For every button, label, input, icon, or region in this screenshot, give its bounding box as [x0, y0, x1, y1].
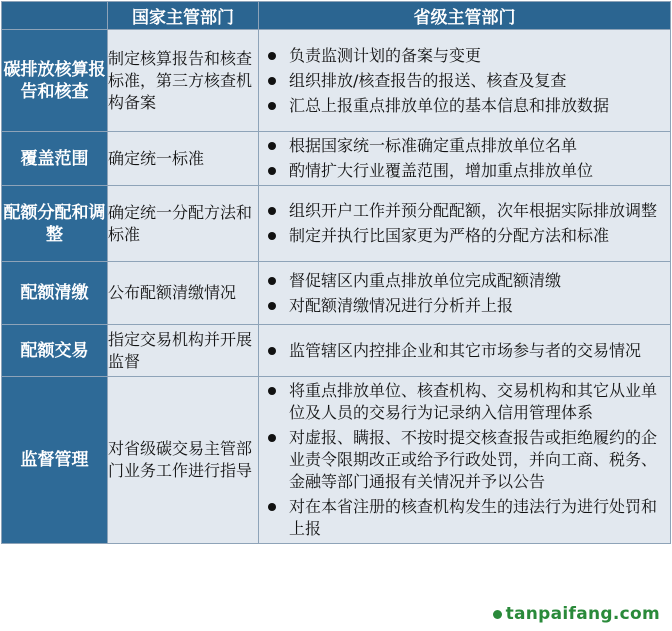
row-category: 配额交易 — [2, 325, 108, 377]
bullet-icon — [268, 77, 276, 85]
duty-list — [259, 380, 670, 540]
row-provincial-duties — [259, 30, 671, 132]
bullet-icon — [268, 52, 276, 60]
table-row — [2, 325, 671, 377]
row-provincial-duties — [259, 262, 671, 325]
list-item — [259, 295, 670, 317]
list-item-text: 酌情扩大行业覆盖范围，增加重点排放单位 — [289, 161, 594, 180]
duty-list — [259, 45, 670, 117]
bullet-icon — [268, 387, 276, 395]
list-item — [259, 200, 670, 222]
list-item-text: 制定并执行比国家更为严格的分配方法和标准 — [289, 226, 610, 245]
list-item-text: 汇总上报重点排放单位的基本信息和排放数据 — [289, 95, 610, 115]
site-watermark — [489, 603, 664, 625]
list-item — [259, 270, 670, 292]
bullet-icon — [268, 277, 276, 285]
header-category — [2, 2, 108, 30]
list-item-text: 对在本省注册的核查机构发生的违法行为进行处罚和上报 — [289, 497, 658, 538]
watermark-logo-icon — [493, 610, 502, 619]
list-item — [259, 45, 670, 67]
list-item — [259, 70, 670, 92]
header-provincial: 省级主管部门 — [259, 2, 671, 30]
table-row — [2, 186, 671, 262]
list-item-text: 对配额清缴情况进行分析并上报 — [289, 295, 514, 315]
row-national-duty: 确定统一标准 — [108, 132, 259, 186]
table-row — [2, 132, 671, 186]
list-item-text: 将重点排放单位、核查机构、交易机构和其它从业单位及人员的交易行为记录纳入信用管理体系 — [289, 381, 658, 422]
row-category: 配额分配和调整 — [2, 186, 108, 262]
responsibility-table — [1, 1, 671, 544]
bullet-icon — [268, 167, 276, 175]
table-row — [2, 377, 671, 544]
row-category: 监督管理 — [2, 377, 108, 544]
list-item-text: 监管辖区内控排企业和其它市场参与者的交易情况 — [289, 340, 642, 360]
watermark-text: tanpaifang.com — [505, 604, 660, 624]
list-item — [259, 496, 670, 540]
duty-list — [259, 135, 670, 182]
list-item-text: 组织排放/核查报告的报送、核查及复查 — [289, 70, 567, 90]
list-item — [259, 160, 670, 182]
table-row — [2, 262, 671, 325]
row-category: 覆盖范围 — [2, 132, 108, 186]
duty-list — [259, 270, 670, 317]
duty-list — [259, 340, 670, 362]
row-category: 碳排放核算报告和核查 — [2, 30, 108, 132]
bullet-icon — [268, 503, 276, 511]
bullet-icon — [268, 102, 276, 110]
row-provincial-duties — [259, 325, 671, 377]
list-item-text: 根据国家统一标准确定重点排放单位名单 — [289, 136, 578, 155]
row-national-duty: 制定核算报告和核查标准，第三方核查机构备案 — [108, 30, 259, 132]
bullet-icon — [268, 232, 276, 240]
list-item-text: 组织开户工作并预分配配额，次年根据实际排放调整 — [289, 201, 658, 220]
row-provincial-duties — [259, 186, 671, 262]
bullet-icon — [268, 207, 276, 215]
list-item — [259, 135, 670, 157]
list-item — [259, 340, 670, 362]
list-item-text: 督促辖区内重点排放单位完成配额清缴 — [289, 270, 562, 290]
list-item — [259, 427, 670, 493]
bullet-icon — [268, 142, 276, 150]
row-national-duty: 公布配额清缴情况 — [108, 262, 259, 325]
list-item-text: 对虚报、瞒报、不按时提交核查报告或拒绝履约的企业责令限期改正或给予行政处罚，并向工商、税务、金融等部门通报有关情况并予以公告 — [289, 428, 658, 491]
bullet-icon — [268, 302, 276, 310]
list-item-text: 负责监测计划的备案与变更 — [289, 45, 482, 65]
list-item — [259, 95, 670, 117]
header-national: 国家主管部门 — [108, 2, 259, 30]
list-item — [259, 225, 670, 247]
row-national-duty: 确定统一分配方法和标准 — [108, 186, 259, 262]
list-item — [259, 380, 670, 424]
table-row — [2, 30, 671, 132]
row-national-duty: 对省级碳交易主管部门业务工作进行指导 — [108, 377, 259, 544]
header-row — [2, 2, 671, 30]
row-provincial-duties — [259, 377, 671, 544]
row-provincial-duties — [259, 132, 671, 186]
row-national-duty: 指定交易机构并开展监督 — [108, 325, 259, 377]
bullet-icon — [268, 434, 276, 442]
row-category: 配额清缴 — [2, 262, 108, 325]
duty-list — [259, 200, 670, 247]
bullet-icon — [268, 347, 276, 355]
